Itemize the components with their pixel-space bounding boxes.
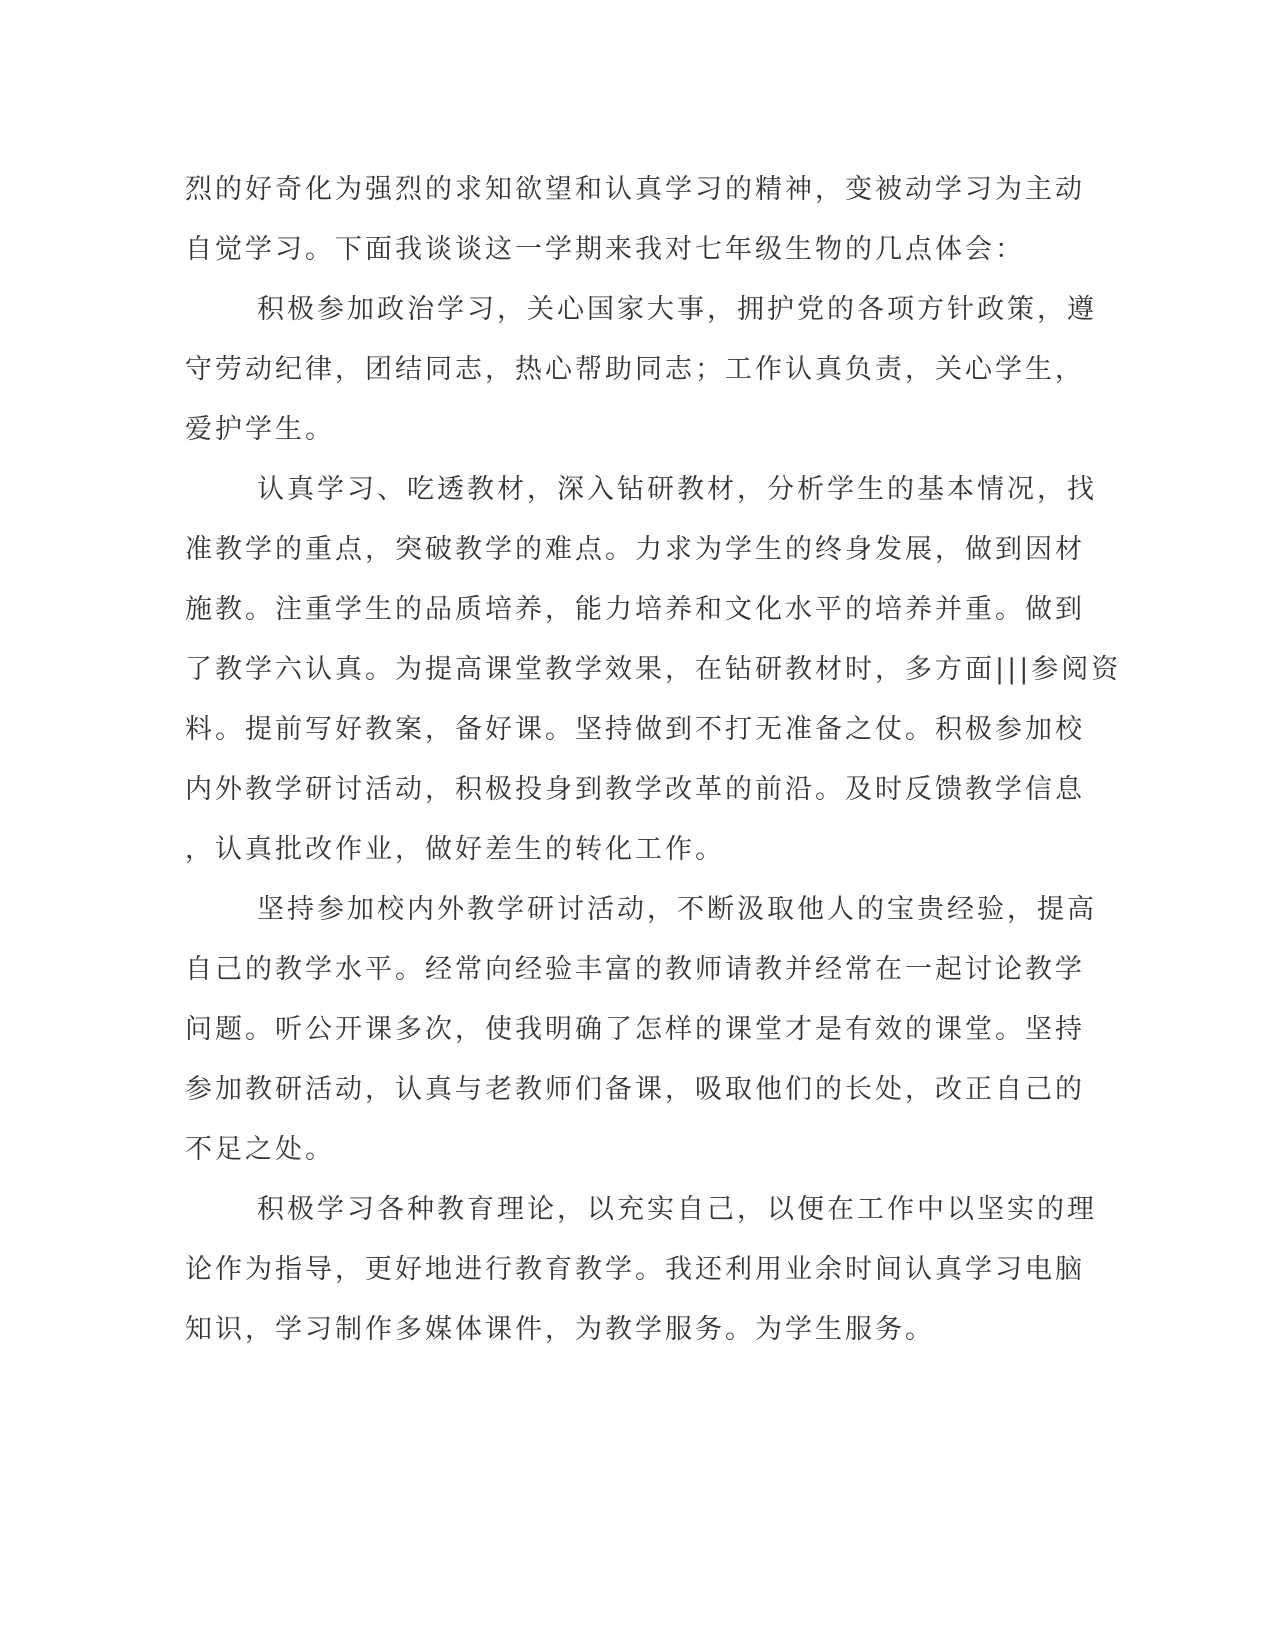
text-line: 烈的好奇化为强烈的求知欲望和认真学习的精神，变被动学习为主动 [185, 174, 1085, 205]
paragraph-start-line: 积极参加政治学习，关心国家大事，拥护党的各项方针政策，遵 [257, 294, 1097, 325]
document-body [185, 160, 1122, 1360]
text-line: 参加教研活动，认真与老教师们备课，吸取他们的长处，改正自己的 [185, 1074, 1085, 1105]
text-line: 不足之处。 [185, 1134, 335, 1165]
text-line: 了教学六认真。为提高课堂教学效果，在钻研教材时，多方面|||参阅资 [185, 654, 1122, 685]
text-line: 自己的教学水平。经常向经验丰富的教师请教并经常在一起讨论教学 [185, 954, 1085, 985]
paragraph-start-line: 积极学习各种教育理论，以充实自己，以便在工作中以坚实的理 [257, 1194, 1097, 1225]
text-line: 内外教学研讨活动，积极投身到教学改革的前沿。及时反馈教学信息 [185, 774, 1085, 805]
text-line: 论作为指导，更好地进行教育教学。我还利用业余时间认真学习电脑 [185, 1254, 1085, 1285]
paragraph-start-line: 坚持参加校内外教学研讨活动，不断汲取他人的宝贵经验，提高 [257, 894, 1097, 925]
paragraph-start-line: 认真学习、吃透教材，深入钻研教材，分析学生的基本情况，找 [257, 474, 1097, 505]
text-line: 爱护学生。 [185, 414, 335, 445]
text-line: 准教学的重点，突破教学的难点。力求为学生的终身发展，做到因材 [185, 534, 1085, 565]
text-line: ，认真批改作业，做好差生的转化工作。 [185, 834, 725, 865]
text-line: 知识，学习制作多媒体课件，为教学服务。为学生服务。 [185, 1314, 935, 1345]
text-line: 问题。听公开课多次，使我明确了怎样的课堂才是有效的课堂。坚持 [185, 1014, 1085, 1045]
text-line: 施教。注重学生的品质培养，能力培养和文化水平的培养并重。做到 [185, 594, 1085, 625]
text-line: 自觉学习。下面我谈谈这一学期来我对七年级生物的几点体会： [185, 234, 1025, 265]
text-line: 守劳动纪律，团结同志，热心帮助同志；工作认真负责，关心学生， [185, 354, 1085, 385]
text-line: 料。提前写好教案，备好课。坚持做到不打无准备之仗。积极参加校 [185, 714, 1085, 745]
